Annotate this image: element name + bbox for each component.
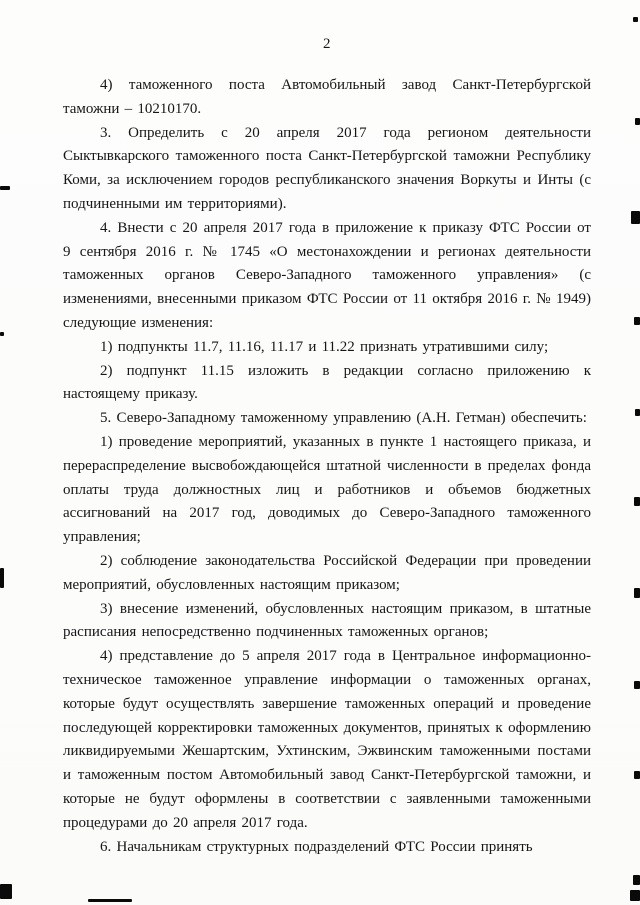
scan-artifact [88,899,132,902]
scan-artifact [634,317,640,325]
scan-artifact [633,875,640,885]
scan-artifact [635,118,640,125]
paragraph: 5. Северо-Западному таможенному управлению (А.Н. Гетман) обеспечить: [100,410,587,427]
document-body [63,74,591,859]
paragraph: 3) внесение изменений, обусловленных настоящим приказом, в штатные расписания непосредственно подчиненных таможенных органов; [63,600,591,641]
paragraph: 4) таможенного поста Автомобильный завод Санкт-Петербургской таможни – 10210170. [63,77,591,117]
scan-artifact [0,568,4,588]
paragraph: 4) представление до 5 апреля 2017 года в Центральное информационно-техническое таможенное управление информации о таможенных органах, которые будут осуществлять завершение таможенных операций и проведение последующей корректировки таможенных документов, принятых к оформлению ликвидируемыми Жешартским, Ухтинским, Эжвинским таможенными постами и таможенным постом Автомобильный завод Санкт-Петербургской таможни, и которые не будут оформлены в соответствии с заявленными таможенными процедурами до 20 апреля 2017 года. [63,648,591,831]
scan-artifact [0,332,4,336]
scan-artifact [634,497,640,506]
scan-artifact [633,17,638,22]
scan-artifact [635,409,640,416]
scan-artifact [634,681,640,689]
paragraph: 1) подпункты 11.7, 11.16, 11.17 и 11.22 признать утратившими силу; [100,338,549,355]
paragraph: 2) соблюдение законодательства Российской Федерации при проведении мероприятий, обусловленных настоящим приказом; [63,552,591,593]
scan-artifact [631,211,640,224]
page-number: 2 [323,36,331,52]
paragraph: 1) проведение мероприятий, указанных в пункте 1 настоящего приказа, и перераспределение высвобождающейся штатной численности в пределах фонда оплаты труда должностных лиц и работников и объемов бюджетных ассигнований на 2017 год, доводимых до Северо-Западного таможенного управления; [63,433,591,546]
scan-artifact [634,588,640,598]
scan-artifact [634,771,640,779]
paragraph: 4. Внести с 20 апреля 2017 года в приложение к приказу ФТС России от 9 сентября 2016 г. № 1745 «О местонахождении и регионах деятельности таможенных органов Северо-Западного таможенного управления» (с изменениями, внесенными приказом ФТС России от 11 октября 2016 г. № 1949) следующие изменения: [63,219,591,331]
paragraph: 3. Определить с 20 апреля 2017 года регионом деятельности Сыктывкарского таможенного поста Санкт-Петербургской таможни Республику Коми, за исключением городов республиканского значения Воркуты и Инты (с подчиненными им территориями). [63,124,591,212]
scan-artifact [630,890,640,901]
scan-artifact [0,884,12,899]
scan-artifact [0,186,10,190]
paragraph: 6. Начальникам структурных подразделений ФТС России принять [100,838,533,855]
paragraph: 2) подпункт 11.15 изложить в редакции согласно приложению к настоящему приказу. [63,362,591,403]
